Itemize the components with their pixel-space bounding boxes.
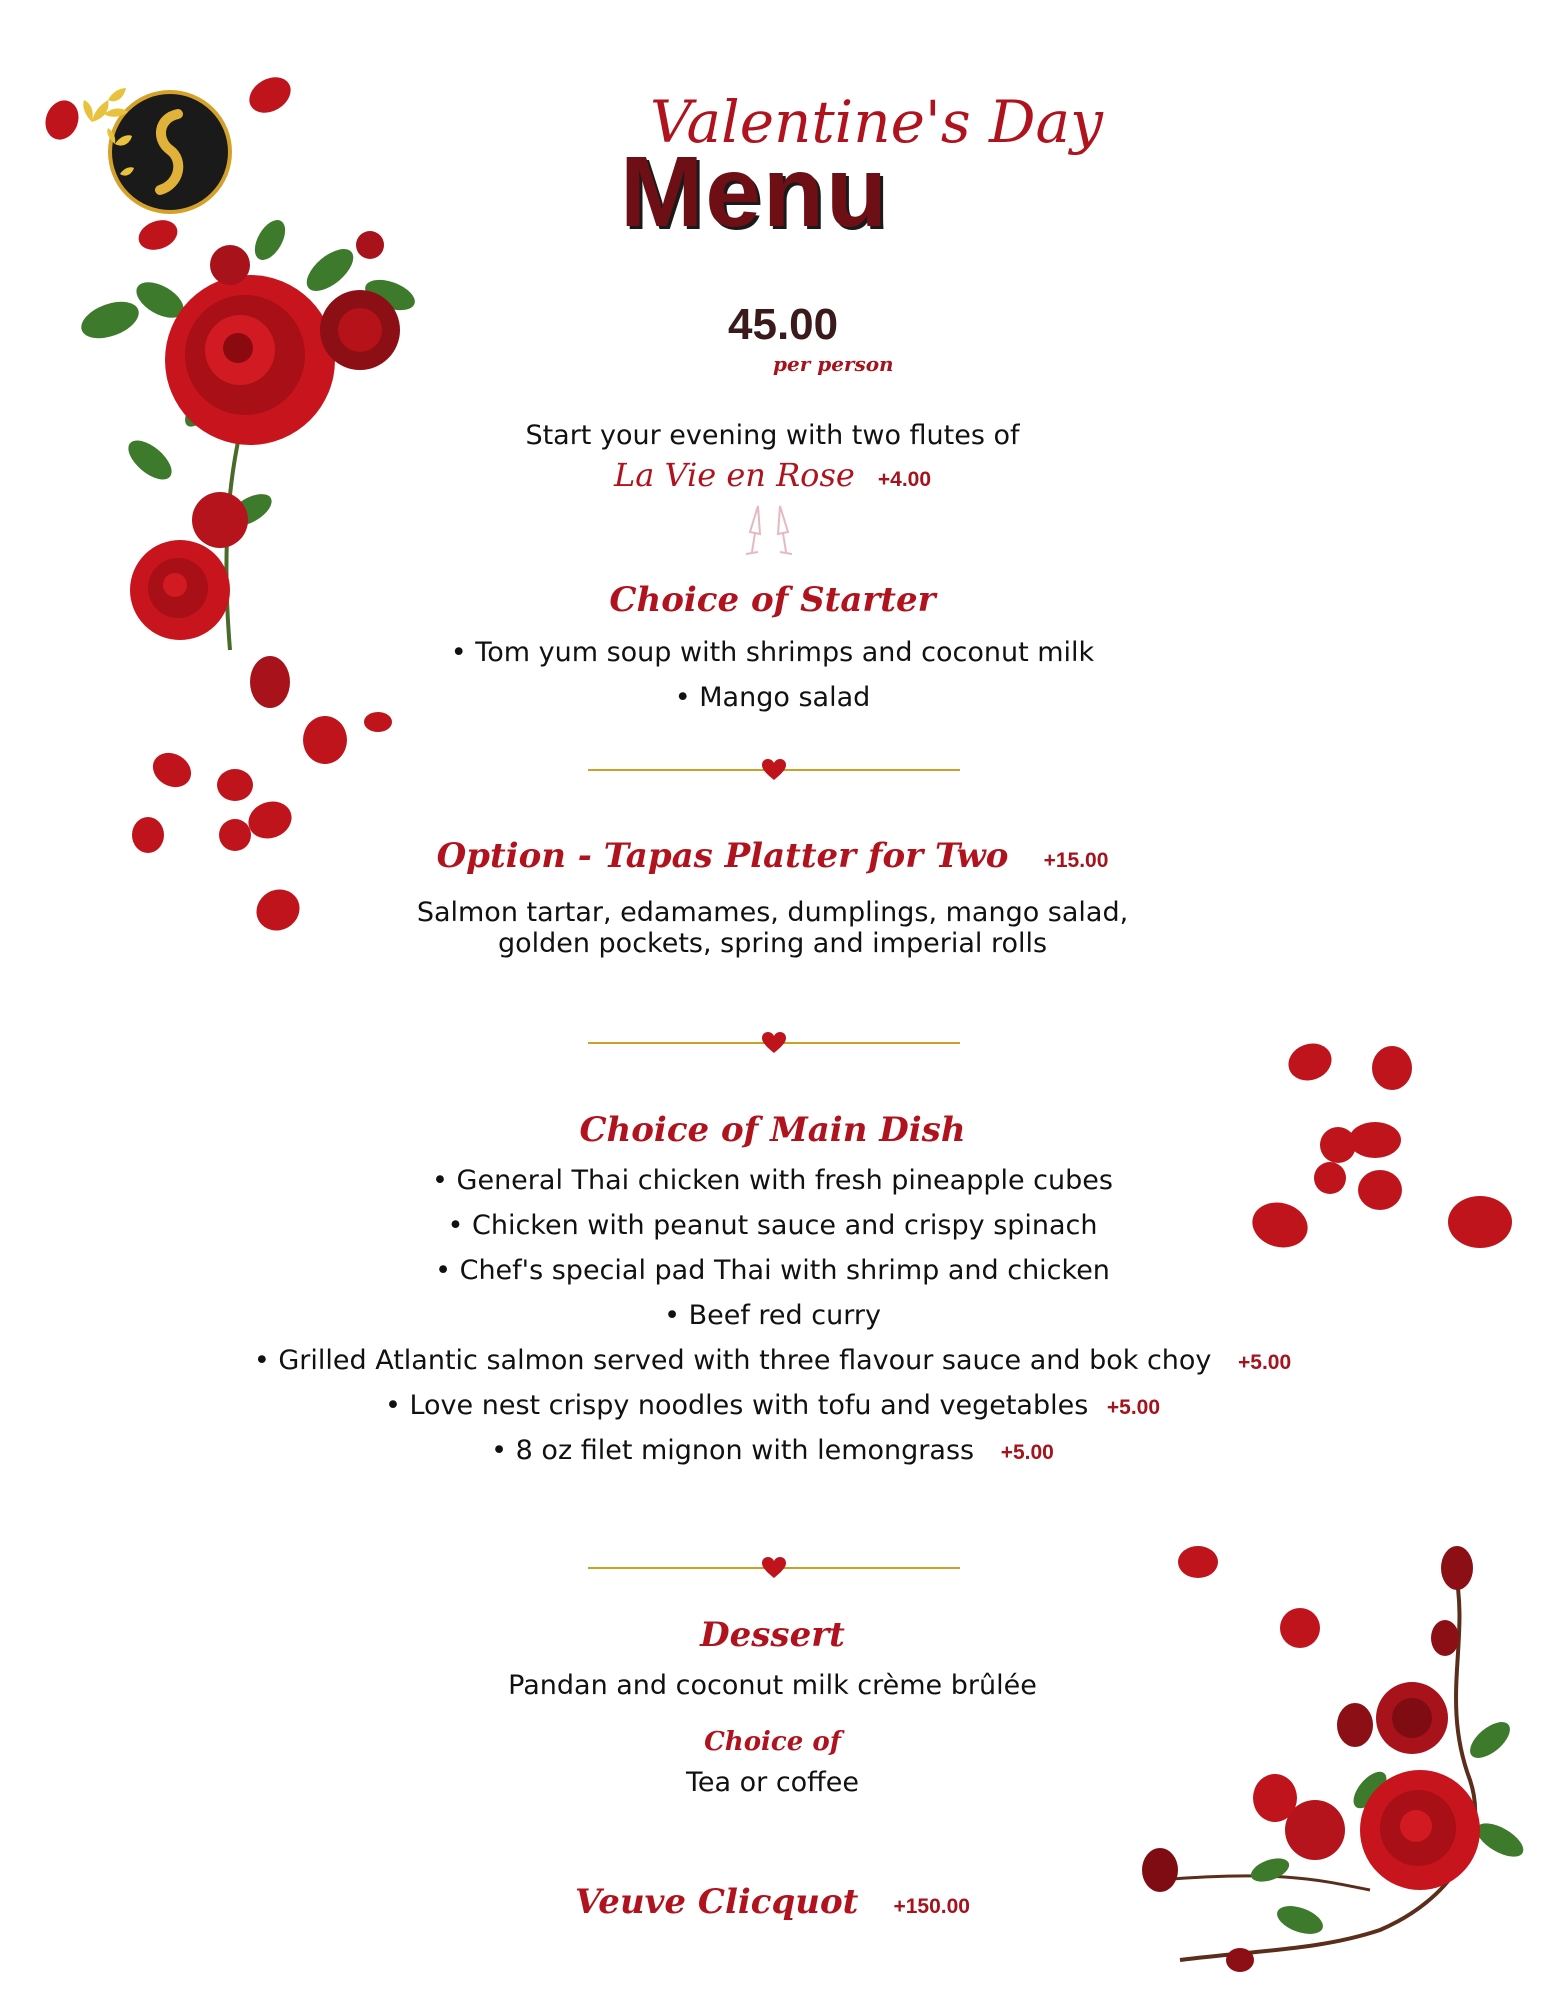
- petals-top-left: [40, 60, 400, 960]
- section-divider: [588, 1556, 960, 1580]
- main-dish-label: • Love nest crispy noodles with tofu and vegetables: [384, 1390, 1089, 1421]
- heart-icon: [760, 758, 788, 782]
- main-dish-price: +5.00: [1000, 1441, 1054, 1464]
- champagne-glasses-icon: [744, 502, 794, 558]
- starter-item: • Tom yum soup with shrimps and coconut milk: [450, 637, 1095, 668]
- main-dish-item: [0, 1248, 1545, 1293]
- heart-icon: [760, 1556, 788, 1580]
- tapas-heading: [0, 836, 1545, 876]
- menu-price: 45.00: [728, 300, 839, 349]
- drink-price: +4.00: [877, 468, 932, 491]
- starter-item: • Mango salad: [674, 682, 871, 713]
- title-script: Valentine's Day: [650, 88, 1103, 156]
- drink-name: La Vie en Rose: [613, 456, 855, 494]
- tapas-description-line: golden pockets, spring and imperial rolls: [497, 928, 1048, 959]
- main-dish-price: +5.00: [1238, 1351, 1292, 1374]
- main-dish-item: [0, 1383, 1545, 1428]
- main-dish-label: • General Thai chicken with fresh pineapple cubes: [432, 1165, 1113, 1196]
- champagne-offer: [0, 1882, 1545, 1922]
- main-dish-item: [0, 1338, 1545, 1383]
- tapas-price: +15.00: [1043, 849, 1109, 872]
- main-dish-title: Choice of Main Dish: [579, 1110, 966, 1150]
- heart-icon: [760, 1031, 788, 1055]
- drink-offer: [0, 456, 1545, 494]
- section-divider: [588, 1031, 960, 1055]
- beverage-choice-item: Tea or coffee: [685, 1767, 860, 1798]
- main-dish-label: • Beef red curry: [664, 1300, 881, 1331]
- beverage-choice-title: Choice of: [704, 1727, 841, 1757]
- main-dish-label: • Chef's special pad Thai with shrimp and chicken: [435, 1255, 1110, 1286]
- main-dish-label: • Grilled Atlantic salmon served with three flavour sauce and bok choy: [253, 1345, 1212, 1376]
- page-title: Menu: [620, 136, 890, 248]
- main-dish-item: [0, 1158, 1545, 1203]
- starter-title: Choice of Starter: [609, 580, 936, 620]
- tapas-description-line: Salmon tartar, edamames, dumplings, mango salad,: [416, 897, 1129, 928]
- section-divider: [588, 758, 960, 782]
- champagne-price: +150.00: [893, 1895, 970, 1918]
- tapas-title: Option - Tapas Platter for Two: [436, 836, 1009, 876]
- main-dish-label: • 8 oz filet mignon with lemongrass: [491, 1435, 975, 1466]
- price-unit: per person: [773, 352, 894, 376]
- main-dish-item: [0, 1293, 1545, 1338]
- dessert-title: Dessert: [700, 1615, 845, 1655]
- dessert-item: Pandan and coconut milk crème brûlée: [508, 1670, 1037, 1701]
- main-dish-item: [0, 1203, 1545, 1248]
- main-dish-price: +5.00: [1106, 1396, 1161, 1419]
- main-dish-label: • Chicken with peanut sauce and crispy spinach: [447, 1210, 1098, 1241]
- main-dish-item: [0, 1428, 1545, 1473]
- drinks-intro: Start your evening with two flutes of: [525, 420, 1020, 451]
- champagne-name: Veuve Clicquot: [575, 1882, 859, 1922]
